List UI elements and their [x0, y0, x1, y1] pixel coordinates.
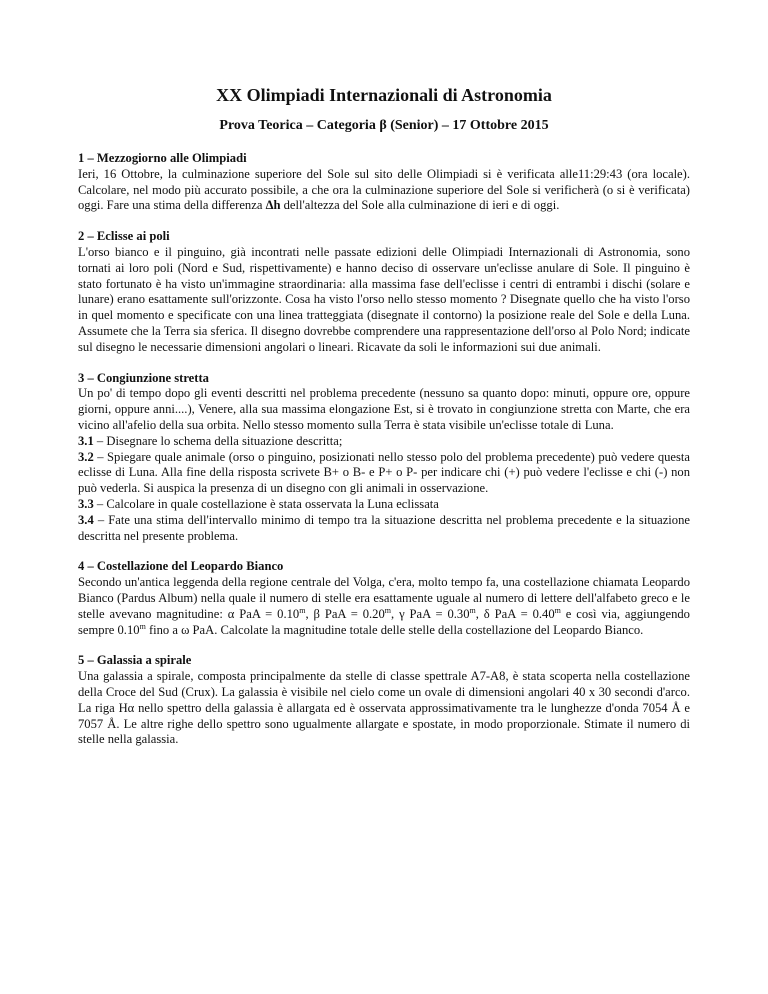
problem-text-part: Ieri, 16 Ottobre, la culminazione superiore del Sole sul sito delle Olimpiadi si è verificata alle11:29:43 (ora locale). Calcolare, nel modo più accurato possibile, a che ora la culminazione superiore del Sole si verificherà (o si è verificata) oggi. Fare una stima della differenza [78, 166, 690, 213]
problem-text: L'orso bianco e il pinguino, già incontrati nelle passate edizioni delle Olimpiadi Internazionali di Astronomia, sono tornati ai loro poli (Nord e Sud, rispettivamente) e hanno deciso di osservare un'eclisse anulare di Sole. Il pinguino è stato fortunato è ha visto un'immagine straordinaria: alla massima fase dell'eclisse i centri di entrambi i dischi (solare e lunare) erano esattamente sull'orizzonte. Cosa ha visto l'orso nello stesso momento ? Disegnate quello che ha visto l'orso in quel momento e specificate con una linea tratteggiata (disegnate il contorno) la posizione reale del Sole e della Luna. Assumete che la Terra sia sferica. Il disegno dovrebbe comprendere una rappresentazione dell'orso al Polo Nord; indicate sul disegno le necessarie dimensioni angolari o lineari. Ricavate da soli le informazioni sui due animali. [78, 244, 690, 354]
problem-text-part: fino a ω PaA. Calcolate la magnitudine totale delle stelle della costellazione del Leopardo Bianco. [145, 622, 644, 637]
problem-title: 1 – Mezzogiorno alle Olimpiadi [78, 151, 247, 165]
problem-3 [78, 371, 690, 545]
problem-text [78, 167, 690, 214]
problem-title: 5 – Galassia a spirale [78, 653, 192, 668]
subquestion-text: – Spiegare quale animale (orso o pinguino, posizionati nello stesso polo del problema precedente) può vedere questa eclisse di Luna. Alla fine della risposta scrivete B+ o B- e P+ o P- per indicare chi (+) può vedere l'eclisse e chi (-) non può vederla. Si auspica la presenza di un disegno con gli animali in osservazione. [78, 449, 690, 496]
problem-title: 4 – Costellazione del Leopardo Bianco [78, 559, 284, 574]
problem-text: Un po' di tempo dopo gli eventi descritti nel problema precedente (nessuno sa quanto dopo: minuti, oppure ore, oppure giorni, oppure anni....), Venere, alla sua massima elongazione Est, si è trovato in congiunzione stretta con Marte, che era vicino all'afelio della sua orbita. Nello stesso momento sulla Terra è stata visibile un'eclisse totale di Luna. [78, 386, 690, 432]
document-title: XX Olimpiadi Internazionali di Astronomia [216, 85, 552, 105]
subquestion-text: – Fate una stima dell'intervallo minimo di tempo tra la situazione descritta nel problema precedente e la situazione descritta nel presente problema. [78, 512, 690, 543]
problem-1 [78, 151, 690, 214]
subquestion-number: 3.2 [78, 449, 94, 464]
problem-text-part: , γ PaA = 0.30 [391, 606, 470, 621]
magnitude-superscript: m [139, 621, 146, 631]
problem-text: Una galassia a spirale, composta principalmente da stelle di classe spettrale A7-A8, è stata scoperta nella costellazione della Croce del Sud (Crux). La galassia è visibile nel cielo come un ovale di dimensioni angolari 40 x 30 secondi d'arco. La riga Hα nello spettro della galassia è allargata ed è osservata approssimativamente tra le lunghezze d'onda 7054 Å e 7057 Å. Le altre righe dello spettro sono ugualmente allargate e spostate, in modo proporzionale. Stimate il numero di stelle nella galassia. [78, 669, 690, 747]
problem-2 [78, 229, 690, 355]
magnitude-superscript: m [384, 605, 392, 615]
problem-text [78, 575, 690, 638]
problem-text-part: Secondo un'antica leggenda della regione centrale del Volga, c'era, molto tempo fa, una costellazione chiamata Leopardo Bianco (Pardus Album) nella quale il numero di stelle era esattamente uguale al numero di lettere dell'alfabeto greco e le stelle avevano magnitudine: α PaA = 0.10 [78, 575, 690, 621]
subquestion-3-2 [78, 450, 690, 497]
problem-4 [78, 559, 690, 638]
subquestion-3-4 [78, 513, 690, 545]
problem-text-part: , β PaA = 0.20 [305, 606, 385, 621]
subquestion-3-3 [78, 497, 690, 513]
problem-text-part: dell'altezza del Sole alla culminazione di ieri e di oggi. [280, 198, 560, 213]
problem-text-part: , δ PaA = 0.40 [475, 606, 555, 621]
subquestion-number: 3.4 [78, 512, 94, 527]
delta-h-symbol: Δh [265, 198, 281, 213]
magnitude-superscript: m [299, 605, 306, 615]
problem-title: 2 – Eclisse ai poli [78, 229, 170, 244]
document-subtitle: Prova Teorica – Categoria β (Senior) – 17 Ottobre 2015 [219, 118, 549, 133]
magnitude-superscript: m [469, 605, 476, 615]
problem-text-part: e così via, aggiungendo sempre 0.10 [78, 606, 690, 637]
problems-list [78, 151, 690, 763]
subquestion-text: – Calcolare in quale costellazione è stata osservata la Luna eclissata [93, 496, 439, 511]
magnitude-superscript: m [554, 605, 561, 615]
subquestion-number: 3.3 [78, 496, 94, 511]
subquestion-3-1 [78, 434, 690, 450]
subquestion-number: 3.1 [78, 433, 94, 448]
problem-title: 3 – Congiunzione stretta [78, 370, 209, 385]
subquestion-text: – Disegnare lo schema della situazione descritta; [93, 433, 343, 448]
problem-5 [78, 653, 690, 748]
